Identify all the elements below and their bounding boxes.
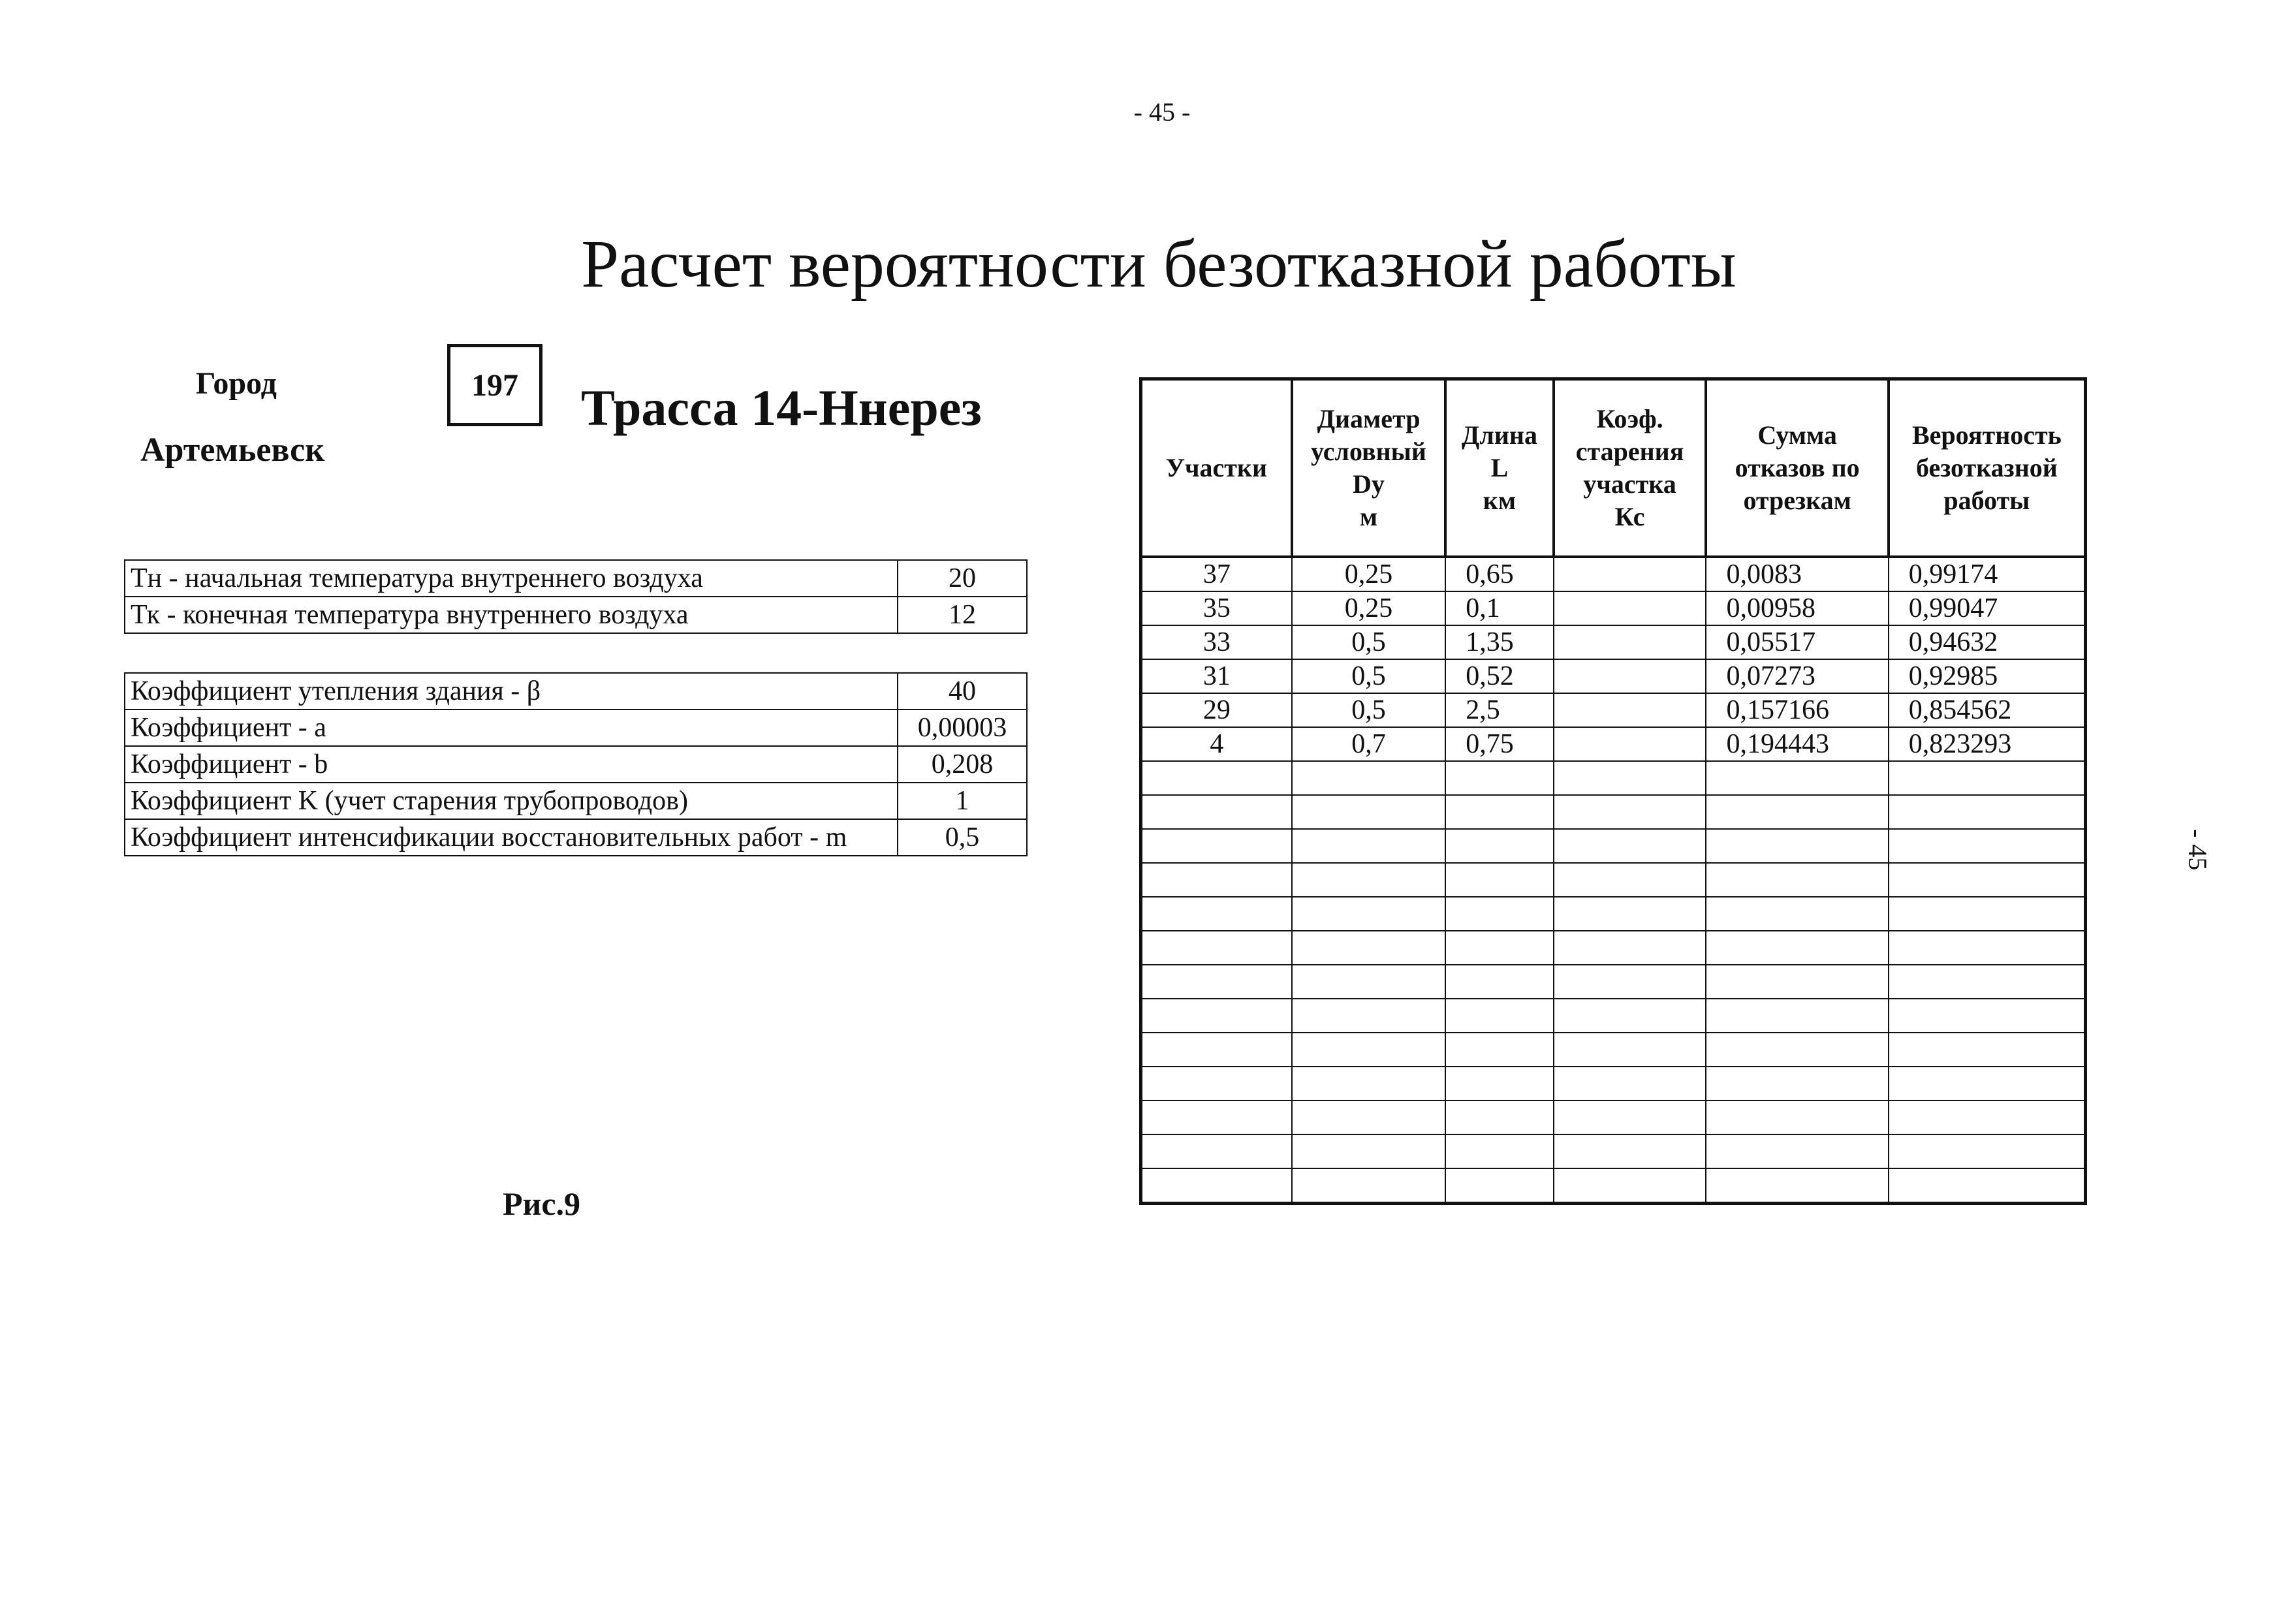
cell-diameter: 0,5: [1292, 625, 1446, 659]
empty-table-row: [1141, 999, 2086, 1033]
empty-table-row: [1141, 1134, 2086, 1168]
empty-cell: [1141, 863, 1292, 897]
empty-cell: [1445, 897, 1553, 931]
empty-table-row: [1141, 829, 2086, 863]
empty-cell: [1889, 931, 2086, 965]
empty-cell: [1889, 795, 2086, 829]
empty-cell: [1554, 897, 1706, 931]
empty-cell: [1706, 795, 1888, 829]
param-value: 20: [898, 560, 1027, 597]
param-row: [125, 710, 1027, 746]
cell-section: 29: [1141, 693, 1292, 727]
empty-cell: [1141, 897, 1292, 931]
empty-cell: [1706, 761, 1888, 795]
empty-cell: [1554, 829, 1706, 863]
cell-section: 4: [1141, 727, 1292, 761]
empty-table-row: [1141, 761, 2086, 795]
empty-cell: [1889, 1168, 2086, 1204]
cell-length: 0,52: [1445, 659, 1553, 693]
empty-cell: [1554, 863, 1706, 897]
header-failures: Сумма отказов по отрезкам: [1706, 379, 1888, 557]
empty-cell: [1445, 1168, 1553, 1204]
param-row: [125, 560, 1027, 597]
empty-cell: [1445, 795, 1553, 829]
empty-cell: [1292, 999, 1446, 1033]
empty-cell: [1889, 897, 2086, 931]
empty-table-row: [1141, 965, 2086, 999]
empty-cell: [1706, 1134, 1888, 1168]
table-row: [1141, 557, 2086, 591]
cell-diameter: 0,25: [1292, 591, 1446, 625]
route-name: Трасса 14-Ннерез: [581, 379, 982, 436]
cell-probability: 0,823293: [1889, 727, 2086, 761]
empty-cell: [1554, 1067, 1706, 1101]
cell-probability: 0,94632: [1889, 625, 2086, 659]
param-row: [125, 673, 1027, 710]
empty-cell: [1554, 1101, 1706, 1134]
param-value: 0,208: [898, 746, 1027, 783]
page-number: - 45 -: [1133, 97, 1191, 127]
temperature-table: [124, 559, 1028, 634]
header-probability: Вероятность безотказной работы: [1889, 379, 2086, 557]
empty-cell: [1706, 863, 1888, 897]
cell-aging: [1554, 625, 1706, 659]
cell-diameter: 0,7: [1292, 727, 1446, 761]
empty-cell: [1445, 999, 1553, 1033]
cell-failures: 0,0083: [1706, 557, 1888, 591]
table-row: [1141, 659, 2086, 693]
empty-cell: [1554, 999, 1706, 1033]
empty-cell: [1889, 829, 2086, 863]
param-label: Коэффициент утепления здания - β: [125, 673, 898, 710]
param-label: Коэффициент - b: [125, 746, 898, 783]
empty-cell: [1292, 965, 1446, 999]
param-label: Коэффициент интенсификации восстановительных работ - m: [125, 819, 898, 856]
empty-cell: [1445, 965, 1553, 999]
header-aging: Коэф. старения участка Кс: [1554, 379, 1706, 557]
param-row: [125, 819, 1027, 856]
empty-cell: [1889, 999, 2086, 1033]
empty-cell: [1141, 931, 1292, 965]
empty-cell: [1889, 761, 2086, 795]
empty-table-row: [1141, 795, 2086, 829]
cell-length: 0,75: [1445, 727, 1553, 761]
empty-table-row: [1141, 1033, 2086, 1067]
empty-cell: [1141, 965, 1292, 999]
cell-failures: 0,00958: [1706, 591, 1888, 625]
empty-table-row: [1141, 863, 2086, 897]
empty-cell: [1292, 761, 1446, 795]
empty-cell: [1889, 1033, 2086, 1067]
empty-cell: [1292, 1033, 1446, 1067]
cell-section: 33: [1141, 625, 1292, 659]
city-name: Артемьевск: [140, 431, 325, 469]
empty-cell: [1554, 795, 1706, 829]
empty-cell: [1292, 1134, 1446, 1168]
cell-failures: 0,157166: [1706, 693, 1888, 727]
cell-section: 31: [1141, 659, 1292, 693]
number-box: 197: [447, 344, 542, 426]
cell-length: 2,5: [1445, 693, 1553, 727]
empty-cell: [1706, 1067, 1888, 1101]
empty-cell: [1889, 1067, 2086, 1101]
cell-aging: [1554, 591, 1706, 625]
cell-aging: [1554, 659, 1706, 693]
side-page-number: - 45: [2183, 829, 2212, 871]
table-row: [1141, 727, 2086, 761]
header-diameter: Диаметр условный Dy м: [1292, 379, 1446, 557]
empty-cell: [1292, 1067, 1446, 1101]
empty-table-row: [1141, 1168, 2086, 1204]
param-value: 40: [898, 673, 1027, 710]
empty-table-row: [1141, 1067, 2086, 1101]
cell-probability: 0,99174: [1889, 557, 2086, 591]
empty-cell: [1445, 1101, 1553, 1134]
param-row: [125, 597, 1027, 633]
param-label: Тк - конечная температура внутреннего воздуха: [125, 597, 898, 633]
empty-cell: [1141, 829, 1292, 863]
header-length: Длина L км: [1445, 379, 1553, 557]
cell-probability: 0,92985: [1889, 659, 2086, 693]
empty-table-row: [1141, 897, 2086, 931]
empty-cell: [1445, 829, 1553, 863]
header-sections: Участки: [1141, 379, 1292, 557]
empty-table-row: [1141, 1101, 2086, 1134]
empty-cell: [1445, 1067, 1553, 1101]
cell-failures: 0,05517: [1706, 625, 1888, 659]
cell-failures: 0,194443: [1706, 727, 1888, 761]
empty-table-row: [1141, 931, 2086, 965]
param-label: Коэффициент - a: [125, 710, 898, 746]
cell-failures: 0,07273: [1706, 659, 1888, 693]
cell-diameter: 0,5: [1292, 693, 1446, 727]
empty-cell: [1706, 829, 1888, 863]
cell-section: 35: [1141, 591, 1292, 625]
empty-cell: [1292, 1101, 1446, 1134]
empty-cell: [1141, 1168, 1292, 1204]
empty-cell: [1141, 1067, 1292, 1101]
empty-cell: [1445, 1033, 1553, 1067]
empty-cell: [1445, 931, 1553, 965]
city-label: Город: [196, 366, 277, 401]
empty-cell: [1706, 931, 1888, 965]
empty-cell: [1554, 1134, 1706, 1168]
empty-cell: [1554, 931, 1706, 965]
empty-cell: [1141, 1033, 1292, 1067]
empty-cell: [1554, 761, 1706, 795]
empty-cell: [1554, 965, 1706, 999]
table-row: [1141, 693, 2086, 727]
empty-cell: [1141, 761, 1292, 795]
empty-cell: [1292, 829, 1446, 863]
cell-length: 1,35: [1445, 625, 1553, 659]
empty-cell: [1141, 999, 1292, 1033]
cell-aging: [1554, 557, 1706, 591]
empty-cell: [1445, 863, 1553, 897]
empty-cell: [1889, 965, 2086, 999]
reliability-table: [1139, 377, 2087, 1205]
param-label: Тн - начальная температура внутреннего воздуха: [125, 560, 898, 597]
empty-cell: [1706, 1101, 1888, 1134]
cell-probability: 0,854562: [1889, 693, 2086, 727]
cell-diameter: 0,5: [1292, 659, 1446, 693]
empty-cell: [1706, 1033, 1888, 1067]
cell-aging: [1554, 727, 1706, 761]
empty-cell: [1141, 1101, 1292, 1134]
empty-cell: [1292, 1168, 1446, 1204]
param-value: 12: [898, 597, 1027, 633]
empty-cell: [1292, 863, 1446, 897]
empty-cell: [1445, 1134, 1553, 1168]
cell-length: 0,1: [1445, 591, 1553, 625]
param-value: 0,00003: [898, 710, 1027, 746]
empty-cell: [1554, 1033, 1706, 1067]
param-row: [125, 783, 1027, 819]
empty-cell: [1554, 1168, 1706, 1204]
empty-cell: [1889, 1101, 2086, 1134]
empty-cell: [1141, 795, 1292, 829]
empty-cell: [1445, 761, 1553, 795]
empty-cell: [1141, 1134, 1292, 1168]
empty-cell: [1889, 863, 2086, 897]
empty-cell: [1706, 999, 1888, 1033]
cell-aging: [1554, 693, 1706, 727]
empty-cell: [1706, 1168, 1888, 1204]
empty-cell: [1706, 965, 1888, 999]
empty-cell: [1292, 897, 1446, 931]
param-value: 1: [898, 783, 1027, 819]
cell-length: 0,65: [1445, 557, 1553, 591]
table-row: [1141, 591, 2086, 625]
empty-cell: [1706, 897, 1888, 931]
cell-probability: 0,99047: [1889, 591, 2086, 625]
empty-cell: [1889, 1134, 2086, 1168]
cell-section: 37: [1141, 557, 1292, 591]
coefficients-table: [124, 672, 1028, 856]
table-header-row: [1141, 379, 2086, 557]
figure-caption: Рис.9: [503, 1185, 581, 1222]
cell-diameter: 0,25: [1292, 557, 1446, 591]
param-value: 0,5: [898, 819, 1027, 856]
empty-cell: [1292, 931, 1446, 965]
empty-cell: [1292, 795, 1446, 829]
page-title: Расчет вероятности безотказной работы: [581, 226, 1736, 302]
param-label: Коэффициент K (учет старения трубопроводов): [125, 783, 898, 819]
param-row: [125, 746, 1027, 783]
table-row: [1141, 625, 2086, 659]
